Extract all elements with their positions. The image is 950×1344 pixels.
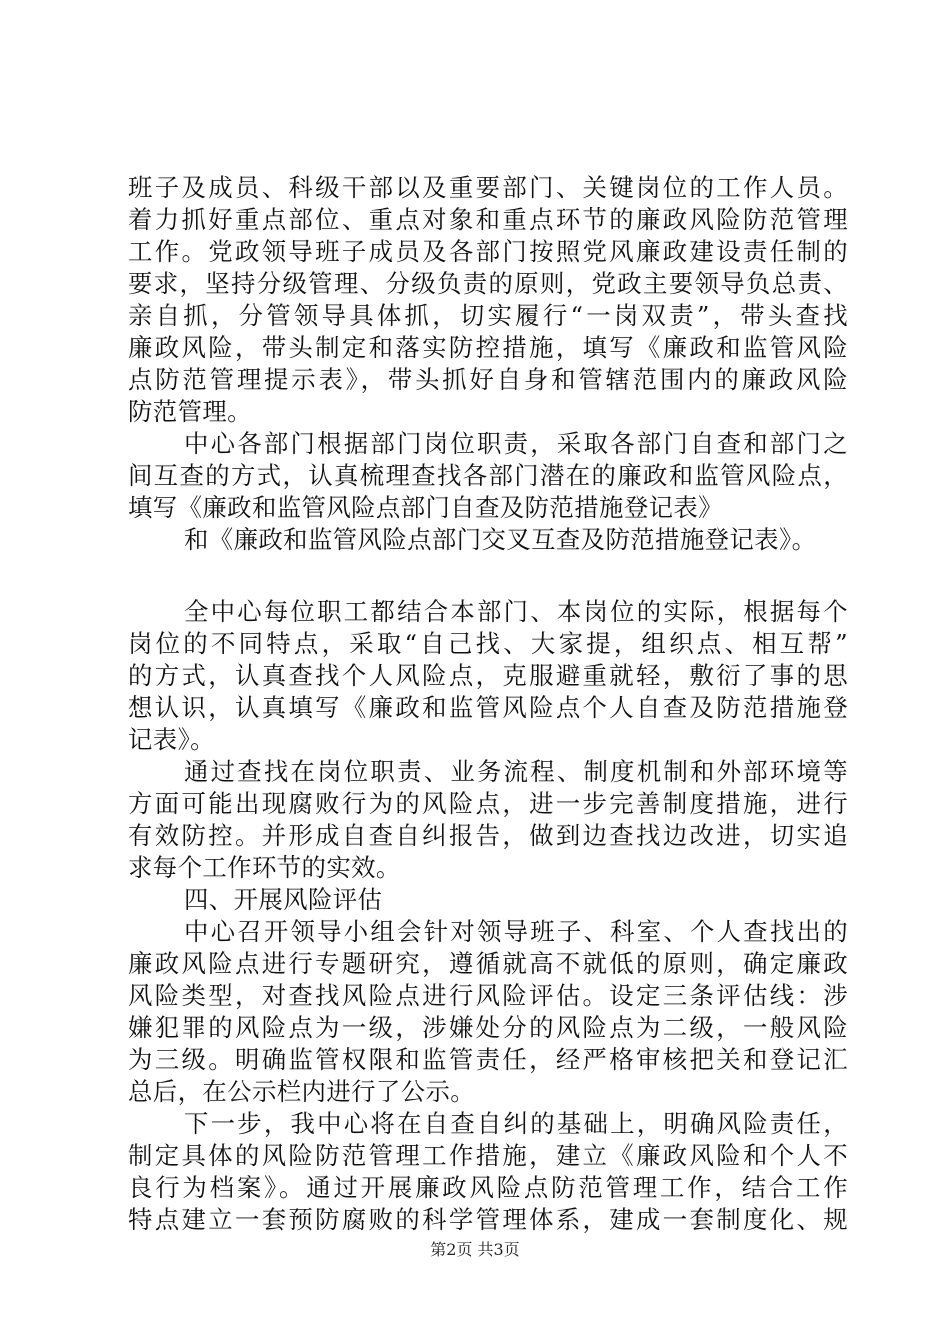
text-line: 特点建立一套预防腐败的科学管理体系，建成一套制度化、规 <box>128 1205 848 1234</box>
paragraph-start-line: 和《廉政和监管风险点部门交叉互查及防范措施登记表》。 <box>184 525 817 554</box>
text-line: 求每个工作环节的实效。 <box>128 853 401 882</box>
section-heading: 四、开展风险评估 <box>184 885 383 914</box>
text-line: 总后，在公示栏内进行了公示。 <box>128 1077 476 1106</box>
text-line: 工作。党政领导班子成员及各部门按照党风廉政建设责任制的 <box>128 237 848 266</box>
text-line: 的方式，认真查找个人风险点，克服避重就轻，敷衍了事的思 <box>128 661 848 690</box>
text-line: 填写《廉政和监管风险点部门自查及防范措施登记表》 <box>128 493 723 522</box>
text-line: 岗位的不同特点，采取“自己找、大家提，组织点、相互帮” <box>128 629 848 658</box>
text-line: 记表》。 <box>128 725 215 754</box>
text-line: 防范管理。 <box>128 397 252 426</box>
text-line: 点防范管理提示表》，带头抓好自身和管辖范围内的廉政风险 <box>128 365 848 394</box>
text-line: 良行为档案》。通过开展廉政风险点防范管理工作，结合工作 <box>128 1173 848 1202</box>
text-line: 想认识，认真填写《廉政和监管风险点个人自查及防范措施登 <box>128 693 848 722</box>
text-line: 风险类型，对查找风险点进行风险评估。设定三条评估线：涉 <box>128 981 848 1010</box>
text-line: 有效防控。并形成自查自纠报告，做到边查找边改进，切实追 <box>128 821 848 850</box>
text-line: 廉政风险点进行专题研究，遵循就高不就低的原则，确定廉政 <box>128 949 848 978</box>
text-line: 间互查的方式，认真梳理查找各部门潜在的廉政和监管风险点， <box>128 461 848 490</box>
text-line: 班子及成员、科级干部以及重要部门、关键岗位的工作人员。 <box>128 173 848 202</box>
text-line: 要求，坚持分级管理、分级负责的原则，党政主要领导负总责、 <box>128 269 848 298</box>
paragraph-start-line: 中心召开领导小组会针对领导班子、科室、个人查找出的 <box>184 917 848 946</box>
paragraph-start-line: 全中心每位职工都结合本部门、本岗位的实际，根据每个 <box>184 597 848 626</box>
text-line: 嫌犯罪的风险点为一级，涉嫌处分的风险点为二级，一般风险 <box>128 1013 848 1042</box>
document-body <box>128 172 848 1236</box>
text-line: 为三级。明确监管权限和监管责任，经严格审核把关和登记汇 <box>128 1045 848 1074</box>
blank-line <box>128 556 848 596</box>
paragraph-start-line: 下一步，我中心将在自查自纠的基础上，明确风险责任， <box>184 1109 848 1138</box>
page-number-footer: 第2页 共3页 <box>430 1240 520 1259</box>
paragraph-start-line: 中心各部门根据部门岗位职责，采取各部门自查和部门之 <box>184 429 848 458</box>
text-line: 亲自抓，分管领导具体抓，切实履行“一岗双责”，带头查找 <box>128 301 848 330</box>
text-line: 着力抓好重点部位、重点对象和重点环节的廉政风险防范管理 <box>128 205 848 234</box>
text-line: 制定具体的风险防范管理工作措施，建立《廉政风险和个人不 <box>128 1141 848 1170</box>
text-line: 方面可能出现腐败行为的风险点，进一步完善制度措施，进行 <box>128 789 848 818</box>
paragraph-start-line: 通过查找在岗位职责、业务流程、制度机制和外部环境等 <box>184 757 848 786</box>
text-line: 廉政风险，带头制定和落实防控措施，填写《廉政和监管风险 <box>128 333 848 362</box>
